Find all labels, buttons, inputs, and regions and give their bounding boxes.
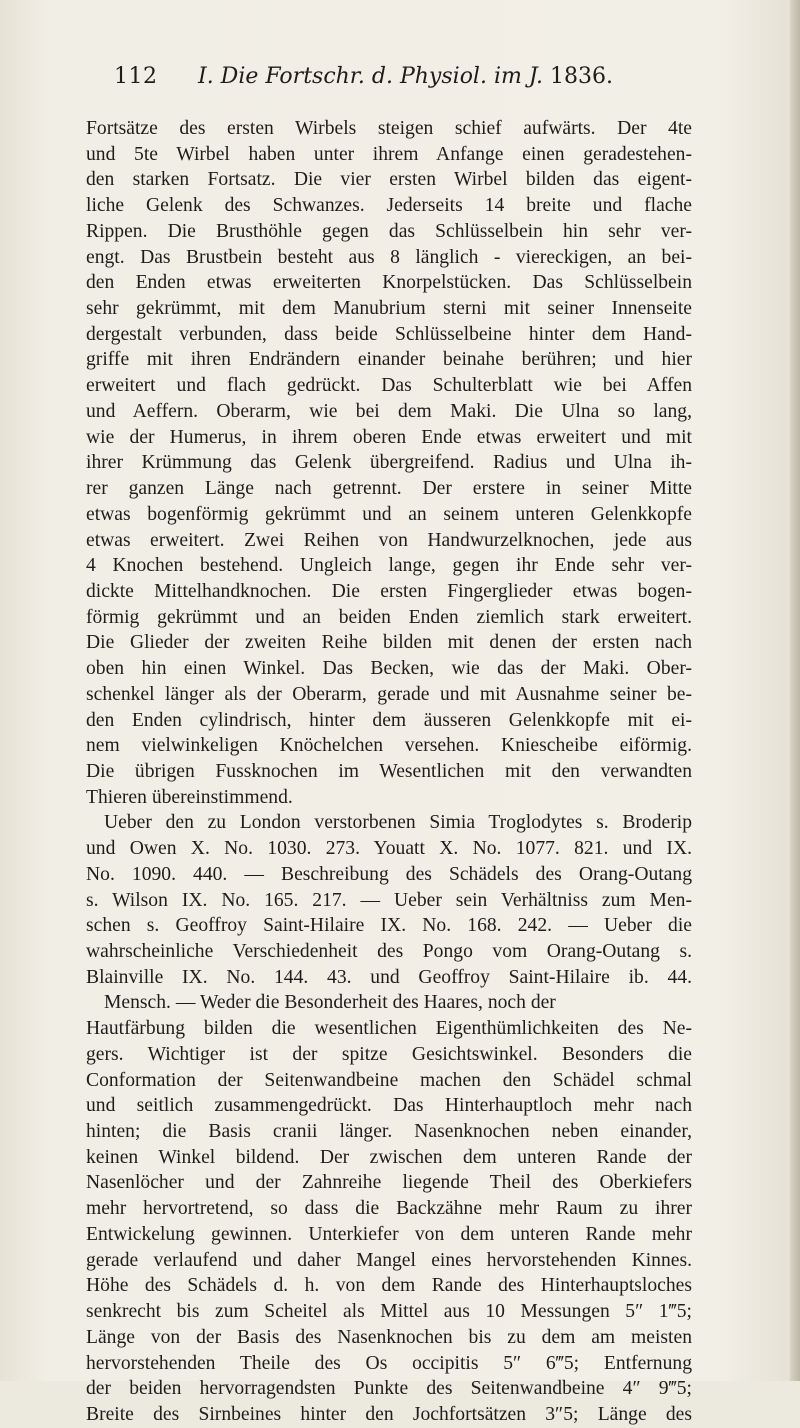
page-number: 112: [114, 64, 158, 89]
text-line: Die Glieder der zweiten Reihe bilden mit denen der ersten nach: [86, 632, 692, 654]
text-line: wahrscheinliche Verschiedenheit des Pongo vom Orang-Outang s.: [86, 941, 692, 962]
body-text: [86, 116, 692, 1428]
text-line: Blainville IX. No. 144. 43. und Geoffroy Saint-Hilaire ib. 44.: [86, 966, 692, 988]
text-line: dergestalt verbunden, dass beide Schlüsselbeine hinter dem Hand-: [86, 323, 692, 345]
text-line: liche Gelenk des Schwanzes. Jederseits 14 breite und flache: [86, 195, 692, 217]
text-line: den Enden cylindrisch, hinter dem äusseren Gelenkkopfe mit ei-: [86, 709, 692, 731]
text-line: nem vielwinkeligen Knöchelchen versehen. Kniescheibe eiförmig.: [86, 735, 692, 757]
running-title-year: 1836.: [549, 64, 613, 89]
text-line: Breite des Sirnbeines hinter den Jochfortsätzen 3″5; Länge des: [86, 1403, 692, 1425]
text-line: ihrer Krümmung das Gelenk übergreifend. Radius und Ulna ih-: [86, 452, 692, 474]
text-line: Höhe des Schädels d. h. von dem Rande des Hinterhauptsloches: [86, 1275, 692, 1297]
text-line: 4 Knochen bestehend. Ungleich lange, gegen ihr Ende sehr ver-: [86, 555, 692, 577]
text-line: gerade verlaufend und daher Mangel eines hervorstehenden Kinnes.: [86, 1249, 692, 1271]
text-line: förmig gekrümmt und an beiden Enden ziemlich stark erweitert.: [86, 606, 692, 628]
text-line: No. 1090. 440. — Beschreibung des Schädels des Orang-Outang: [86, 863, 692, 885]
text-line: keinen Winkel bildend. Der zwischen dem unteren Rande der: [86, 1146, 692, 1168]
text-line: schen s. Geoffroy Saint-Hilaire IX. No. 168. 242. — Ueber die: [86, 915, 692, 937]
text-line: s. Wilson IX. No. 165. 217. — Ueber sein Verhältniss zum Men-: [86, 889, 692, 911]
text-line: sehr gekrümmt, mit dem Manubrium sterni mit seiner Innenseite: [86, 298, 692, 320]
text-line: Conformation der Seitenwandbeine machen den Schädel schmal: [86, 1069, 692, 1091]
text-line: Rippen. Die Brusthöhle gegen das Schlüsselbein hin sehr ver-: [86, 220, 692, 242]
text-line: und Owen X. No. 1030. 273. Youatt X. No. 1077. 821. und IX.: [86, 838, 692, 860]
text-line: rer ganzen Länge nach getrennt. Der erstere in seiner Mitte: [86, 478, 692, 500]
text-line: hervorstehenden Theile des Os occipitis 5″ 6‴5; Entfernung: [86, 1352, 692, 1374]
text-line: erweitert und flach gedrückt. Das Schulterblatt wie bei Affen: [86, 375, 692, 397]
text-line: Entwickelung gewinnen. Unterkiefer von dem unteren Rande mehr: [86, 1223, 692, 1245]
running-title-text: I. Die Fortschr. d. Physiol. im J.: [198, 64, 543, 89]
text-line: wie der Humerus, in ihrem oberen Ende etwas erweitert und mit: [86, 426, 692, 448]
page-header: [0, 64, 800, 104]
text-line: etwas bogenförmig gekrümmt und an seinem unteren Gelenkkopfe: [86, 503, 692, 525]
text-line: und Aeffern. Oberarm, wie bei dem Maki. Die Ulna so lang,: [86, 400, 692, 422]
page-edge: [790, 0, 800, 1381]
text-line: Die übrigen Fussknochen im Wesentlichen mit den verwandten: [86, 760, 692, 782]
text-line: Hautfärbung bilden die wesentlichen Eigenthümlichkeiten des Ne-: [86, 1018, 692, 1040]
text-line: Nasenlöcher und der Zahnreihe liegende Theil des Oberkiefers: [86, 1172, 692, 1194]
text-line: Thieren übereinstimmend.: [86, 786, 293, 808]
text-line: und seitlich zusammengedrückt. Das Hinterhauptloch mehr nach: [86, 1095, 692, 1117]
text-line: gers. Wichtiger ist der spitze Gesichtswinkel. Besonders die: [86, 1043, 692, 1065]
text-line: etwas erweitert. Zwei Reihen von Handwurzelknochen, jede aus: [86, 529, 692, 551]
text-line: mehr hervortretend, so dass die Backzähne mehr Raum zu ihrer: [86, 1198, 692, 1220]
text-line: schenkel länger als der Oberarm, gerade und mit Ausnahme seiner be-: [86, 683, 692, 705]
text-line: engt. Das Brustbein besteht aus 8 länglich - viereckigen, an bei-: [86, 246, 692, 268]
text-line: hinten; die Basis cranii länger. Nasenknochen neben einander,: [86, 1121, 692, 1143]
text-line: und 5te Wirbel haben unter ihrem Anfange einen geradestehen-: [86, 143, 692, 165]
text-line: den Enden etwas erweiterten Knorpelstücken. Das Schlüsselbein: [86, 272, 692, 294]
text-line: der beiden hervorragendsten Punkte des Seitenwandbeine 4″ 9‴5;: [86, 1378, 692, 1400]
text-line: Länge von der Basis des Nasenknochen bis zu dem am meisten: [86, 1326, 692, 1348]
text-line: dickte Mittelhandknochen. Die ersten Fingerglieder etwas bogen-: [86, 580, 692, 602]
text-line: Mensch. — Weder die Besonderheit des Haares, noch der: [104, 992, 556, 1014]
text-line: Fortsätze des ersten Wirbels steigen schief aufwärts. Der 4te: [86, 118, 692, 139]
text-line: griffe mit ihren Endrändern einander beinahe berühren; und hier: [86, 349, 692, 371]
text-line: oben hin einen Winkel. Das Becken, wie das der Maki. Ober-: [86, 658, 692, 680]
text-line: den starken Fortsatz. Die vier ersten Wirbel bilden das eigent-: [86, 169, 692, 191]
text-line: senkrecht bis zum Scheitel als Mittel aus 10 Messungen 5″ 1‴5;: [86, 1301, 692, 1323]
text-line: Ueber den zu London verstorbenen Simia Troglodytes s. Broderip: [104, 812, 692, 834]
running-title: [198, 64, 613, 89]
